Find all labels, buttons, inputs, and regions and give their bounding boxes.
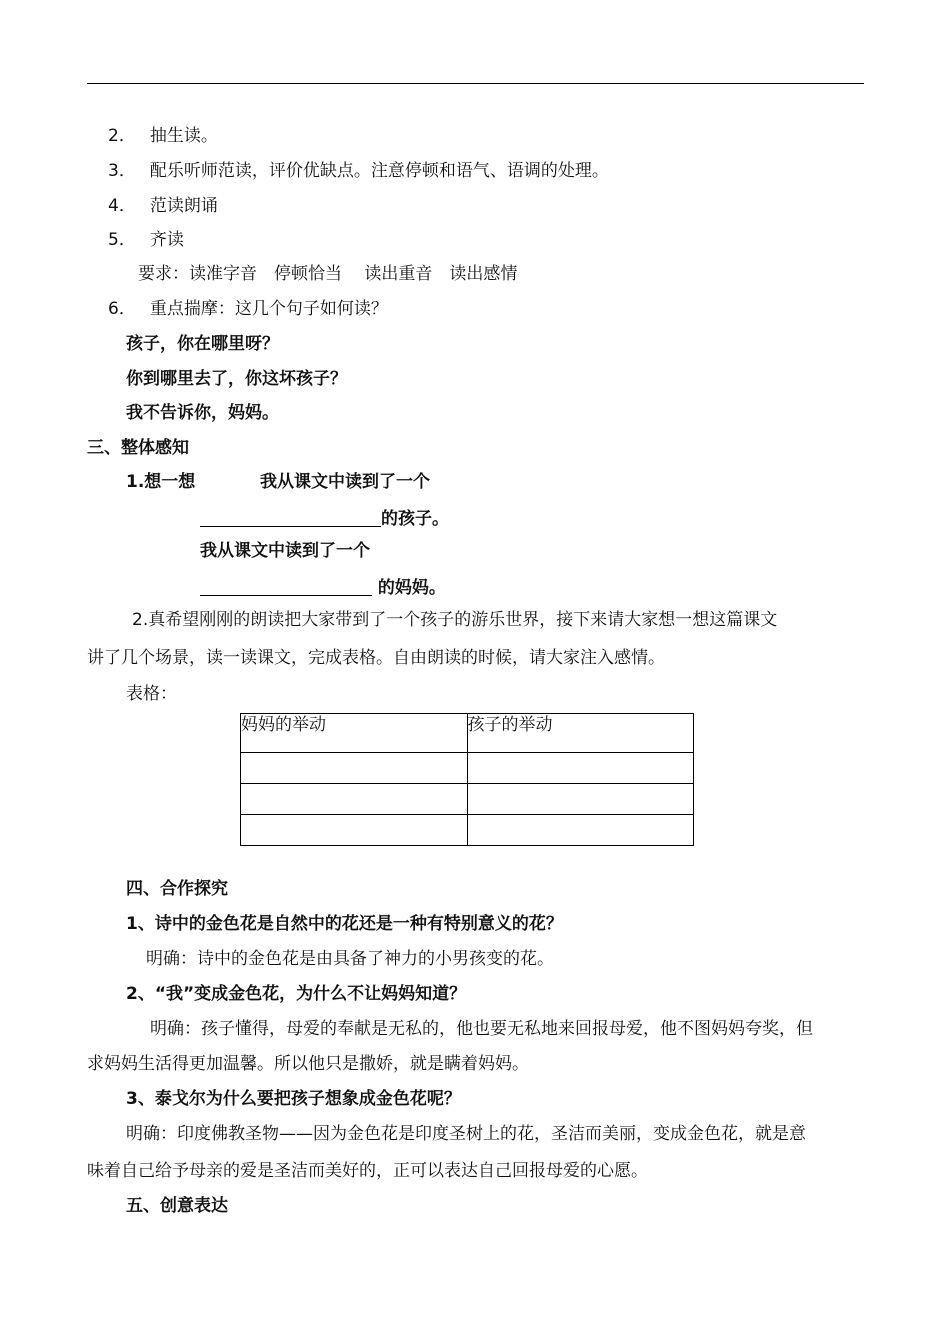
table-cell[interactable] xyxy=(241,753,468,784)
answer-2-line-1: 明确：孩子懂得，母爱的奉献是无私的，他也要无私地来回报母爱，他不图妈妈夸奖，但 xyxy=(150,1019,813,1039)
reading-requirement: 要求：读准字音 停顿恰当 读出重音 读出感情 xyxy=(138,264,518,284)
fill-in-suffix: 的妈妈。 xyxy=(372,578,446,598)
table-cell[interactable] xyxy=(467,784,694,815)
step-number: 5． xyxy=(108,230,136,250)
table-header-child: 孩子的举动 xyxy=(467,714,694,753)
answer-2-line-2: 求妈妈生活得更加温馨。所以他只是撒娇，就是瞒着妈妈。 xyxy=(87,1054,529,1074)
q2-paragraph-line-2: 讲了几个场景，读一读课文，完成表格。自由朗读的时候，请大家注入感情。 xyxy=(87,648,665,668)
question-2: 2、“我”变成金色花，为什么不让妈妈知道？ xyxy=(126,984,467,1004)
step-number: 4． xyxy=(108,196,136,216)
answer-3-line-1: 明确：印度佛教圣物——因为金色花是印度圣树上的花，圣洁而美丽，变成金色花，就是意 xyxy=(126,1124,806,1144)
step-text: 抽生读。 xyxy=(149,126,218,146)
fill-in-line-2 xyxy=(200,509,449,528)
section-4-heading: 四、合作探究 xyxy=(126,879,228,899)
answer-1: 明确：诗中的金色花是由具备了神力的小男孩变的花。 xyxy=(146,949,554,969)
answer-blank[interactable] xyxy=(200,509,381,527)
fill-in-line-1: 我从课文中读到了一个 xyxy=(260,472,430,492)
table-cell[interactable] xyxy=(467,753,694,784)
header-rule xyxy=(87,83,864,84)
table-cell[interactable] xyxy=(467,815,694,846)
table-cell[interactable] xyxy=(241,815,468,846)
question-1: 1、诗中的金色花是自然中的花还是一种有特别意义的花？ xyxy=(126,914,563,934)
step-number: 2． xyxy=(108,126,136,146)
step-4 xyxy=(108,198,218,215)
actions-table xyxy=(240,713,694,846)
table-label: 表格： xyxy=(126,684,177,704)
step-2 xyxy=(108,128,218,145)
step-number: 6． xyxy=(108,299,136,319)
step-6 xyxy=(108,301,388,318)
question-3: 3、泰戈尔为什么要把孩子想象成金色花呢？ xyxy=(126,1089,461,1109)
fill-in-line-3: 我从课文中读到了一个 xyxy=(200,541,370,561)
fill-in-suffix: 的孩子。 xyxy=(381,509,449,529)
step-3 xyxy=(108,163,609,180)
step-text: 配乐听师范读，评价优缺点。注意停顿和语气、语调的处理。 xyxy=(149,161,609,181)
answer-blank[interactable] xyxy=(200,578,372,596)
think-label: 1.想一想 xyxy=(126,472,196,492)
step-number: 3． xyxy=(108,161,136,181)
key-sentence: 孩子，你在哪里呀？ xyxy=(126,334,279,354)
answer-3-line-2: 味着自己给予母亲的爱是圣洁而美好的，正可以表达自己回报母爱的心愿。 xyxy=(87,1161,648,1181)
step-text: 范读朗诵 xyxy=(149,196,218,216)
table-cell[interactable] xyxy=(241,784,468,815)
section-3-heading: 三、整体感知 xyxy=(87,438,189,458)
key-sentence: 我不告诉你，妈妈。 xyxy=(126,403,279,423)
table-header-mother: 妈妈的举动 xyxy=(241,714,468,753)
step-text: 齐读 xyxy=(149,230,184,250)
q2-paragraph-line-1: 2.真希望刚刚的朗读把大家带到了一个孩子的游乐世界，接下来请大家想一想这篇课文 xyxy=(132,610,778,630)
step-text: 重点揣摩：这几个句子如何读？ xyxy=(149,299,388,319)
key-sentence: 你到哪里去了，你这坏孩子？ xyxy=(126,369,347,389)
fill-in-line-4 xyxy=(200,578,446,597)
step-5 xyxy=(108,232,184,249)
section-5-heading: 五、创意表达 xyxy=(126,1196,228,1216)
